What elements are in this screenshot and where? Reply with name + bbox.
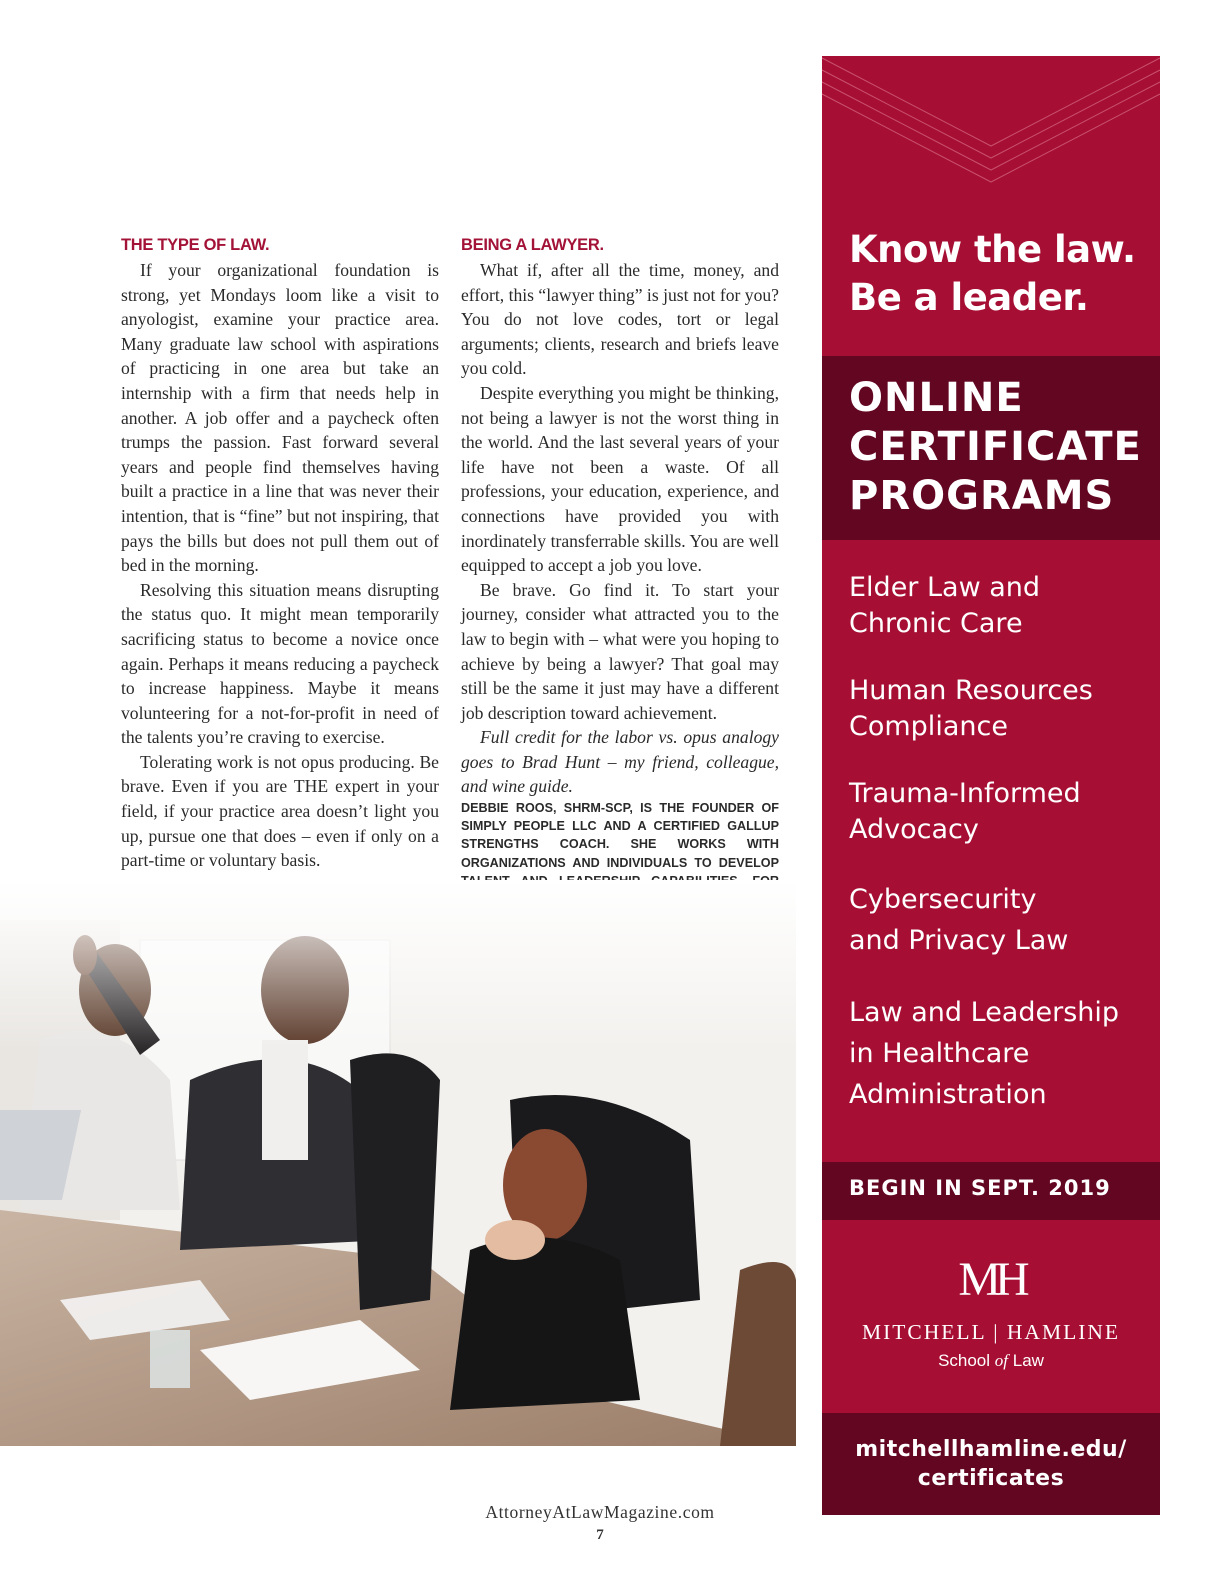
program-item xyxy=(849,992,1154,1115)
section-heading-type-of-law: THE TYPE OF LAW. xyxy=(121,236,270,254)
article-column-right xyxy=(461,234,779,926)
page-number: 7 xyxy=(596,1527,604,1543)
paragraph: Tolerating work is not opus producing. Be brave. Even if you are THE expert in your field, if your practice area doesn’t light you up, pursue one that does – even if only on a part-time or voluntary basis. xyxy=(121,751,439,871)
url-band[interactable] xyxy=(822,1413,1160,1515)
program-item xyxy=(849,879,1154,961)
subtitle-word: Law xyxy=(1012,1351,1044,1370)
begin-date-band xyxy=(822,1162,1160,1220)
paragraph: Be brave. Go find it. To start your journey, consider what attracted you to the law to begin with – what were you hoping to achieve by being a lawyer? That goal may still be the same it just may have a different job description toward achievement. xyxy=(461,579,779,723)
program-line: Human Resources xyxy=(849,675,1093,706)
band-line: CERTIFICATE xyxy=(849,424,1142,470)
program-item xyxy=(849,776,1154,848)
headline-line: Know the law. xyxy=(849,228,1136,271)
section-heading-being-a-lawyer: BEING A LAWYER. xyxy=(461,236,604,254)
program-line: Law and Leadership xyxy=(849,997,1120,1028)
program-line: Administration xyxy=(849,1079,1047,1110)
subtitle-word: of xyxy=(994,1351,1009,1370)
paragraph: If your organizational foundation is strong, yet Mondays loom like a visit to anyologist, examine your practice area. Many graduate law school with aspirations of practicing in one area but take an internship with a firm that needs help in another. A job offer and a paycheck often trumps the passion. Fast forward several years and people find themselves having built a practice in a line that was never their intention, that is “fine” but not inspiring, that pays the bills but does not pull them out of bed in the morning. xyxy=(121,260,439,576)
credit-note: Full credit for the labor vs. opus analogy goes to Brad Hunt – my friend, colleague, and wine guide. xyxy=(461,727,779,797)
band-line: ONLINE xyxy=(849,375,1024,421)
mitchell-hamline-ad[interactable] xyxy=(822,56,1160,1515)
mh-logo: MH xyxy=(958,1253,1024,1306)
ad-headline xyxy=(849,226,1136,322)
subtitle-word: School xyxy=(938,1351,991,1370)
program-line: Chronic Care xyxy=(849,608,1023,639)
paragraph: Resolving this situation means disrupting the status quo. It might mean temporarily sacrificing status to become a novice once again. Perhaps it means reducing a paycheck to increase happiness. Maybe it means volunteering for a not-for-profit in need of the talents you’re craving to exercise. xyxy=(121,579,439,748)
program-line: Cybersecurity xyxy=(849,884,1037,915)
article-column-left xyxy=(121,234,439,873)
url-line[interactable]: certificates xyxy=(917,1466,1065,1491)
program-line: in Healthcare xyxy=(849,1038,1030,1069)
school-name: MITCHELL | HAMLINE xyxy=(861,1320,1121,1344)
program-line: and Privacy Law xyxy=(849,925,1069,956)
school-subtitle xyxy=(822,1351,1160,1371)
program-line: Advocacy xyxy=(849,814,979,845)
program-item xyxy=(849,570,1154,642)
meeting-photo xyxy=(0,880,796,1446)
paragraph: What if, after all the time, money, and effort, this “lawyer thing” is just not for you? You do not love codes, tort or legal arguments; clients, research and briefs leave you cold. xyxy=(461,260,779,379)
chevron-pattern-icon xyxy=(822,56,1160,186)
url-line[interactable]: mitchellhamline.edu/ xyxy=(855,1437,1127,1462)
paragraph: Despite everything you might be thinking, not being a lawyer is not the worst thing in the world. And the last several years of your life have not been a waste. Of all professions, your education, experience, and connections have provided you with inordinately transferrable skills. You are well equipped to accept a job you love. xyxy=(461,382,779,576)
author-bio: DEBBIE ROOS, SHRM-SCP, IS THE FOUNDER OF SIMPLY PEOPLE LLC AND A CERTIFIED GALLUP STRENGTHS COACH. SHE WORKS WITH ORGANIZATIONS AND INDIVIDUALS TO DEVELOP xyxy=(461,801,779,870)
headline-line: Be a leader. xyxy=(849,276,1089,319)
ad-url-link[interactable] xyxy=(822,1435,1160,1493)
online-programs-band xyxy=(822,356,1160,540)
program-line: Compliance xyxy=(849,711,1008,742)
program-line: Trauma-Informed xyxy=(849,778,1081,809)
program-list xyxy=(849,570,1154,1146)
program-line: Elder Law and xyxy=(849,572,1041,603)
program-item xyxy=(849,673,1154,745)
footer-site-name[interactable]: AttorneyAtLawMagazine.com xyxy=(485,1502,715,1522)
band-line: PROGRAMS xyxy=(849,473,1115,519)
begin-date: BEGIN IN SEPT. 2019 xyxy=(849,1176,1111,1200)
